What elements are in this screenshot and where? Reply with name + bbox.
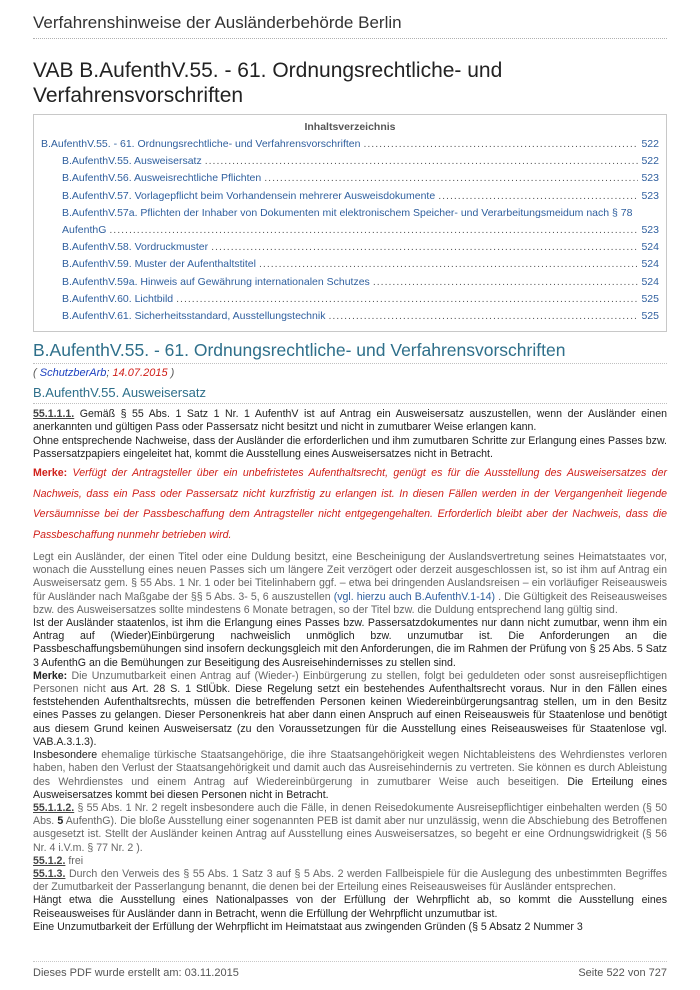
toc-entry-label[interactable]: B.AufenthV.61. Sicherheitsstandard, Ausstellungstechnik	[62, 310, 326, 323]
toc-leader	[438, 188, 638, 205]
paragraph	[33, 408, 667, 434]
toc-entry-label-cont[interactable]: AufenthG	[62, 224, 107, 237]
toc-entry-page[interactable]: 524	[641, 241, 659, 254]
paragraph: Eine Unzumutbarkeit der Erfüllung der Wehrpflicht im Heimatstaat aus zwingenden Gründen (§ 5 Absatz 2 Nummer 3	[33, 920, 583, 933]
section-title: B.AufenthV.55. - 61. Ordnungsrechtliche- und Verfahrensvorschriften	[33, 339, 667, 364]
toc-entry[interactable]	[41, 239, 659, 256]
toc-entry-page[interactable]: 522	[641, 155, 659, 168]
toc-leader	[264, 170, 638, 187]
paragraph-text: aus Art. 28 S. 1 StlÜbk. Diese Regelung setzt ein bestehendes Aufenthaltsrecht voraus. Nur in den Fällen eines feststehenden Aufenthaltsrechts, müssen die betreffenden Personen keinen Wiedereinbürgerungsantrag stellen, um in den Besitz eines Passes zu gelangen. Dieser Personenkreis hat aber dann einen Anspruch auf einen Reiseausweis für Staatenlose und benötigt aus diesem Grund keinen Ausweisersatz (zu den Voraussetzungen für die Ausstellung eines Reiseausweises für Staatenlose vgl. VAB.A.3.1.3).	[33, 683, 667, 748]
toc-entry-page[interactable]: 522	[641, 138, 659, 150]
header-divider	[33, 38, 667, 39]
paragraph: Hängt etwa die Ausstellung eines Nationalpasses von der Erfüllung der Wehrpflicht ab, so kommt die Ausstellung eines Reiseausweises für Ausländer dann in Betracht, wenn die Erfüllung der Wehrpflicht unzumutbar ist.	[33, 894, 667, 920]
toc-entry-page[interactable]: 523	[641, 224, 659, 237]
paragraph-text: frei	[65, 854, 84, 867]
paragraph	[33, 855, 667, 868]
toc-leader	[259, 256, 638, 273]
merke-label: Merke:	[33, 669, 68, 682]
toc-entry-label[interactable]: B.AufenthV.59a. Hinweis auf Gewährung internationalen Schutzes	[62, 275, 370, 288]
toc-leader	[363, 136, 638, 153]
document-title: VAB B.AufenthV.55. - 61. Ordnungsrechtliche- und Verfahrensvorschriften	[33, 59, 503, 107]
paragraph	[33, 868, 667, 894]
cross-reference-link[interactable]: (vgl. hierzu auch B.AufenthV.1-14)	[333, 590, 496, 603]
merke-note	[33, 463, 667, 545]
toc-leader	[328, 308, 638, 325]
toc-entry-page[interactable]: 525	[641, 292, 659, 305]
paragraph-text: 5	[57, 815, 64, 828]
toc-entry[interactable]	[41, 222, 659, 239]
page-footer	[33, 967, 667, 979]
paragraph	[33, 551, 667, 617]
toc-entry-page[interactable]: 525	[641, 310, 659, 323]
footer-divider	[33, 961, 667, 962]
toc-entry[interactable]	[41, 153, 659, 170]
paragraph-text: Die Unzumutbarkeit einen Antrag auf (Wieder-) Einbürgerung zu stellen, folgt bei geduldeten oder sonst ausreisepflichtigen Personen nicht	[33, 669, 667, 696]
toc-leader	[109, 222, 638, 239]
toc-entry-label[interactable]: B.AufenthV.57. Vorlagepflicht beim Vorhandensein mehrerer Ausweisdokumente	[62, 189, 436, 202]
merke-note	[33, 670, 667, 749]
footer-created: Dieses PDF wurde erstellt am: 03.11.2015	[33, 967, 239, 979]
toc-entry-label[interactable]: B.AufenthV.59. Muster der Aufenthaltstitel	[62, 258, 256, 271]
toc-entry[interactable]	[41, 136, 659, 153]
paragraph-number: 55.1.1.1.	[33, 408, 75, 421]
paragraph-text: . Die Gültigkeit des Reiseausweises bzw. des Ausweisersatzes sollte mindestens 6 Monate betragen, so der Titel bzw. die Duldung entsprechend lang gültig sind.	[33, 590, 668, 616]
paragraph-text: Die Erteilung eines Ausweisersatzes kommt bei diesen Personen nicht in Betracht.	[33, 775, 667, 801]
toc-leader	[373, 274, 639, 291]
toc-entry-page[interactable]: 524	[641, 258, 659, 271]
meta-open: (	[33, 367, 40, 380]
toc-entry-page[interactable]: 524	[641, 275, 659, 288]
toc-leader	[211, 239, 638, 256]
table-of-contents	[33, 114, 667, 332]
toc-entry[interactable]	[41, 274, 659, 291]
meta-close: )	[167, 367, 175, 380]
toc-entry-label[interactable]: B.AufenthV.60. Lichtbild	[62, 292, 174, 305]
section-meta	[33, 366, 667, 380]
toc-entry[interactable]	[41, 308, 659, 325]
meta-sep: ;	[106, 367, 113, 380]
paragraph: Ist der Ausländer staatenlos, ist ihm die Erlangung eines Passes bzw. Passersatzdokumentes nur dann nicht zumutbar, wenn ihm ein Antrag auf (Wieder)Einbürgerung nachweislich unmöglich bzw. unzumutbar ist. Die Anforderungen an die Passbeschaffungsbemühungen sind insofern deckungsgleich mit den Anforderungen, die im Rahmen der Prüfung von § 25 Abs. 5 Satz 3 AufenthG an die Bemühungen zur Beseitigung des Ausreisehindernisses zu stellen sind.	[33, 617, 667, 669]
toc-entry-label[interactable]: B.AufenthV.55. - 61. Ordnungsrechtliche- und Verfahrensvorschriften	[41, 138, 361, 150]
toc-entry-page[interactable]: 523	[641, 172, 659, 185]
revision-date: 14.07.2015	[112, 367, 168, 380]
footer-page-number: Seite 522 von 727	[578, 967, 667, 979]
toc-entry[interactable]	[41, 256, 659, 273]
section-body	[33, 408, 667, 934]
paragraph-text: Legt ein Ausländer, der einen Titel oder eine Duldung besitzt, eine Bescheinigung der Auslandsvertretung seines Heimatstaates vor, wonach die Ausstellung eines neuen Passes sich um längere Zeit verzögert oder derzeit ausgeschlossen ist, so ist ihm auf Antrag ein Ausweisersatz gem. § 55 Abs. 1 Nr. 1 oder bei Titelinhabern ggf. – etwa bei dringenden Auslandsreisen – ein vorläufiger Reiseausweis für Ausländer nach Maßgabe der §§ 5 Abs. 3- 5, 6 auszustellen	[33, 551, 667, 603]
paragraph-text: Gemäß § 55 Abs. 1 Satz 1 Nr. 1 AufenthV ist auf Antrag ein Ausweisersatz auszustellen, wenn der Ausländer einen anerkannten und gültigen Pass oder Passersatz nicht besitzt und nicht in zumutbarer Weise erlangen kann.	[33, 408, 667, 434]
paragraph-text: Durch den Verweis des § 55 Abs. 1 Satz 3 auf § 5 Abs. 2 werden Fallbeispiele für die Auslegung des unbestimmten Begriffes der Zumutbarkeit der Passerlangung benannt, die denen bei der Erteilung eines Reiseausweises für Ausländer entsprechen.	[33, 867, 667, 894]
paragraph-number: 55.1.2.	[33, 854, 66, 867]
toc-entry-label[interactable]: B.AufenthV.55. Ausweisersatz	[62, 155, 202, 168]
paragraph-number: 55.1.3.	[33, 867, 66, 880]
paragraph-text: AufenthG). Die bloße Ausstellung einer sogenannten PEB ist damit aber nur unzulässig, wenn die Abschiebung des Betroffenen ausgesetzt ist. Stellt der Ausländer keinen Antrag auf Ausstellung eines Ausweisersatzes, so begeht er eine Ordnungswidrigkeit (§ 56 Nr. 4 i.V.m. § 77 Nr. 2 ).	[33, 815, 667, 854]
subsection-title: B.AufenthV.55. Ausweisersatz	[33, 385, 667, 404]
page-content	[33, 0, 667, 934]
toc-entry-label[interactable]: B.AufenthV.57a. Pflichten der Inhaber von Dokumenten mit elektronischem Speicher- und Verarbeitungsmeidum nach § 78	[62, 206, 633, 219]
toc-entry[interactable]	[41, 291, 659, 308]
author-link[interactable]: SchutzberArb	[39, 367, 107, 380]
paragraph-text: § 55 Abs. 1 Nr. 2 regelt insbesondere auch die Fälle, in denen Reisedokumente Ausreisepflichtiger einbehalten werden (§ 50 Abs.	[33, 801, 667, 828]
paragraph-text: ehemalige türkische Staatsangehörige, die ihre Staatsangehörigkeit wegen Nichtableistens des Wehrdienstes verloren haben, haben den Verlust der Staatsangehörigkeit und damit auch das Ausreisehindernis zu vertreten. Sie können es durch Ableistung des Wehrdienstes und einem Antrag auf Wiedereinbürgerung in zumutbarer Weise auch beseitigen.	[33, 749, 667, 788]
paragraph-text: Insbesondere	[33, 749, 98, 762]
merke-text: Verfügt der Antragsteller über ein unbefristetes Aufenthaltsrecht, genügt es für die Ausstellung des Ausweisersatzes der Nachweis, dass ein Pass oder Passersatz nicht kurzfristig zu erlangen ist. In diesen Fällen werden in der Vergangenheit liegende Versäumnisse bei der Passbeschaffung dem Antragsteller nicht entgegengehalten. Erforderlich bleibt aber der Nachweis, dass die Passbeschaffung nunmehr betrieben wird.	[33, 467, 667, 541]
toc-entry-page[interactable]: 523	[641, 189, 659, 202]
toc-heading: Inhaltsverzeichnis	[304, 121, 396, 133]
merke-label: Merke:	[33, 467, 68, 480]
toc-entry[interactable]	[41, 188, 659, 205]
paragraph	[33, 749, 667, 802]
paragraph	[33, 802, 667, 855]
toc-entry-label[interactable]: B.AufenthV.56. Ausweisrechtliche Pflichten	[62, 172, 262, 185]
toc-entry-label[interactable]: B.AufenthV.58. Vordruckmuster	[62, 241, 209, 254]
paragraph-number: 55.1.1.2.	[33, 801, 75, 814]
toc-leader	[205, 153, 639, 170]
toc-leader	[176, 291, 638, 308]
paragraph: Ohne entsprechende Nachweise, dass der Ausländer die erforderlichen und ihm zumutbaren Schritte zur Erlangung eines Passes bzw. Passersatzpapiers eingeleitet hat, kommt die Ausstellung eines Ausweisersatzes nicht in Betracht.	[33, 434, 667, 460]
toc-entry[interactable]	[41, 170, 659, 187]
header-title: Verfahrenshinweise der Ausländerbehörde Berlin	[33, 13, 402, 32]
